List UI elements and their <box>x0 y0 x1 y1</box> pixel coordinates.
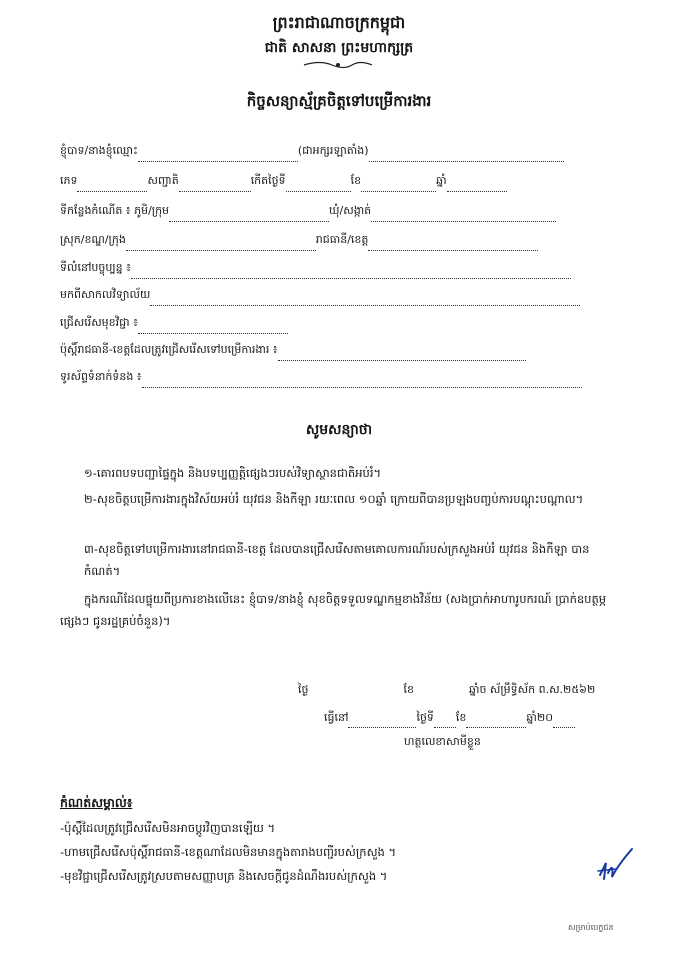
latin-note: (ជាអក្សរឡាតាំង) <box>297 144 369 157</box>
address-label: ទីលំនៅបច្ចុប្បន្ន ៖ <box>60 261 131 274</box>
note-item: -ហាមជ្រើសរើសប៉ុស្តិ៍រាជធានី-ខេត្តណាដែលមិនមានក្នុងតារាងបញ្ជីរបស់ក្រសួង ។ <box>60 845 397 859</box>
district-label: ស្រុក/ខណ្ឌ/ក្រុង <box>60 233 126 246</box>
province-label: រាជធានី/ខេត្ត <box>315 233 369 246</box>
commune-label: ឃុំ/សង្កាត់ <box>329 204 372 217</box>
footer-label: សម្រាប់បេក្ខជន <box>568 923 614 932</box>
month2-label: ខែ <box>455 711 467 724</box>
made-at-line[interactable] <box>324 708 575 728</box>
notes-heading: កំណត់សម្គាល់៖ <box>60 795 133 810</box>
national-motto: ជាតិ សាសនា ព្រះមហាក្សត្រ <box>264 40 414 56</box>
field-personal-info[interactable] <box>60 170 620 192</box>
commitment-heading: សូមសន្យាថា <box>305 422 373 438</box>
signature-initials-icon <box>592 843 638 887</box>
ornament-divider-icon <box>302 60 374 70</box>
month-label: ខែ <box>350 174 362 187</box>
field-district[interactable] <box>60 229 620 251</box>
closing-paragraph: ក្នុងករណីដែលផ្ទុយពីប្រការខាងលើនេះ ខ្ញុំបាទ/នាងខ្ញុំ សុខចិត្តទទួលទណ្ឌកម្មខាងវិន័យ (សងប្រាក់អាហារូបករណ៍ ប្រាក់ឧបត្ថម្ភផ្សេងៗ ជូនរដ្ឋគ្រប់ចំនួន)។ <box>60 592 607 628</box>
name-label: ខ្ញុំបាទ/នាងខ្ញុំឈ្មោះ <box>60 144 138 157</box>
field-university[interactable] <box>60 284 620 306</box>
sig-lunar-year: ឆ្នាំច ស័ម្រឹទ្ធិស័ក ព.ស.២៥៦២ <box>468 683 596 696</box>
year-20-label: ឆ្នាំ២០ <box>526 711 553 724</box>
sig-day-label: ថ្ងៃ <box>298 683 309 696</box>
field-name[interactable] <box>60 140 620 162</box>
sex-label: ភេទ <box>60 174 78 187</box>
commitment-item-3: ៣-សុខចិត្តទៅបម្រើការងារនៅរាជធានី-ខេត្ត ដែលបានជ្រើសរើសតាមគោលការណ៍របស់ក្រសួងអប់រំ យុវជន និងកីឡា បានកំណត់។ <box>84 542 590 578</box>
field-address[interactable] <box>60 257 620 279</box>
subject-label: ជ្រើសរើសមុខវិជ្ជា ៖ <box>60 316 138 329</box>
lunar-date-line <box>298 680 595 700</box>
made-at-label: ធ្វើនៅ <box>324 711 349 724</box>
year-label: ឆ្នាំ <box>436 174 447 187</box>
note-item: -មុខវិជ្ជាជ្រើសរើសត្រូវស្របតាមសញ្ញាបត្រ និងសេចក្តីជូនដំណឹងរបស់ក្រសួង ។ <box>60 869 388 883</box>
day-no-label: ថ្ងៃទី <box>416 711 434 724</box>
field-subject[interactable] <box>60 312 620 334</box>
note-item: -ប៉ុស្តិ៍ដែលត្រូវជ្រើសរើសមិនអាចប្តូរវិញបានឡើយ ។ <box>60 821 276 835</box>
sig-month-label: ខែ <box>403 683 414 696</box>
field-phone[interactable] <box>60 366 620 388</box>
birthplace-label: ទីកន្លែងកំណើត ៖ ភូមិ/ក្រុម <box>60 204 170 217</box>
document-title: កិច្ចសន្យាស្ម័គ្រចិត្តទៅបម្រើការងារ <box>246 92 432 110</box>
commitment-item-2: ២-សុខចិត្តបម្រើការងារក្នុងវិស័យអប់រំ យុវជន និងកីឡា រយៈពេល ១០ឆ្នាំ ក្រោយពីបានប្រឡងបញ្ចប់ការបណ្តុះបណ្តាល។ <box>84 492 584 506</box>
phone-label: ទូរស័ព្ទទំនាក់ទំនង ៖ <box>60 370 142 383</box>
field-birthplace[interactable] <box>60 200 620 222</box>
nationality-label: សញ្ជាតិ <box>147 174 179 187</box>
provinces-label: ប៉ុស្តិ៍រាជធានី-ខេត្តដែលត្រូវជ្រើសរើសទៅបម្រើការងារ ៖ <box>60 343 278 356</box>
born-label: កើតថ្ងៃទី <box>250 174 286 187</box>
signer-label: ហត្ថលេខាសាមីខ្លួន <box>404 735 481 748</box>
field-provinces[interactable] <box>60 339 620 361</box>
commitment-item-1: ១-គោរពបទបញ្ជាផ្ទៃក្នុង និងបទប្បញ្ញត្តិផ្សេងៗរបស់វិទ្យាស្ថានជាតិអប់រំ។ <box>84 466 382 480</box>
university-label: មកពីសាកលវិទ្យាល័យ <box>60 288 151 301</box>
kingdom-heading: ព្រះរាជាណាចក្រកម្ពុជា <box>272 13 406 32</box>
